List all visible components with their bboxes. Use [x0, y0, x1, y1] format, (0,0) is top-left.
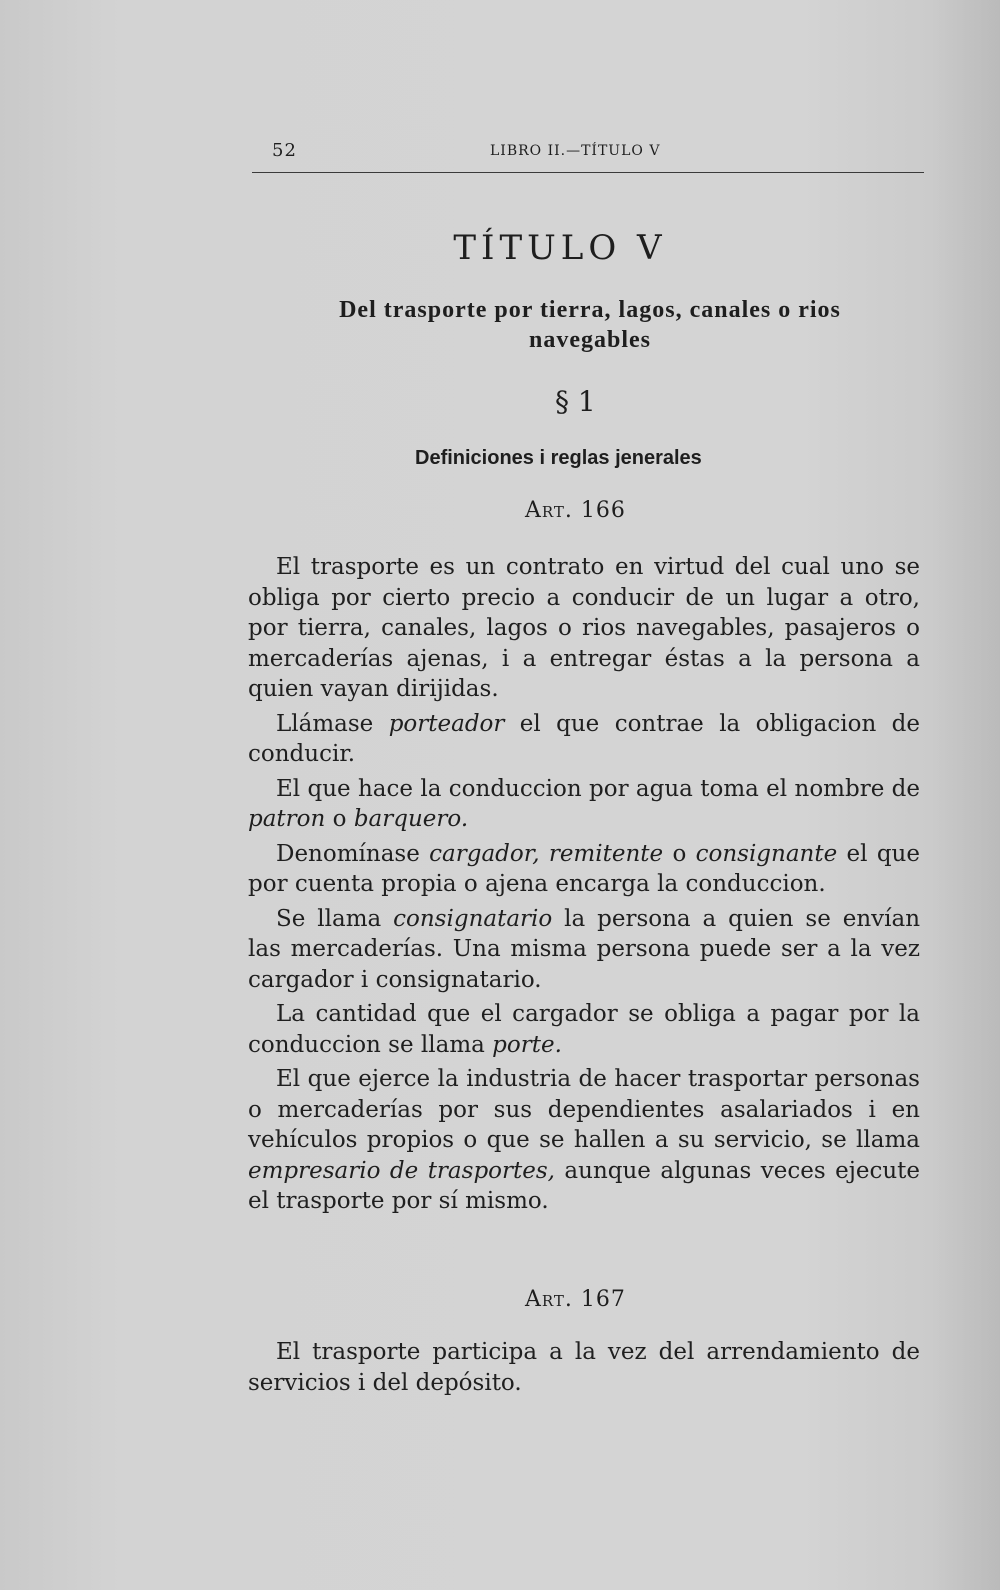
text-run: El trasporte participa a la vez del arrendamiento de servicios i del depósito.: [248, 1339, 920, 1396]
paragraph: [248, 999, 920, 1060]
article-167-text: [248, 1337, 920, 1402]
header-rule: [252, 172, 924, 173]
paragraph: [248, 774, 920, 835]
italic-term: consignatario: [393, 905, 553, 932]
article-label-prefix: A: [525, 1287, 542, 1312]
text-run: el que contrae la obligacion de conducir.: [248, 710, 921, 767]
italic-term: porteador: [388, 710, 505, 737]
page-number: 52: [272, 140, 297, 161]
italic-term: patron: [248, 806, 326, 832]
article-label-prefix: A: [525, 498, 542, 523]
text-run: Se llama: [276, 905, 394, 932]
italic-term: porte.: [492, 1031, 562, 1058]
italic-term: empresario de trasportes,: [248, 1157, 555, 1184]
text-run: el que por cuenta propia o ajena encarga la conduccion.: [248, 840, 920, 897]
text-run: El trasporte es un contrato en virtud del cual uno se obliga por cierto precio a conducir de un lugar a otro, por tierra, canales, lagos o rios navegables, pasajeros o mercaderías ajenas, i a entregar éstas a la persona a quien vayan dirijidas.: [248, 554, 920, 702]
running-title: LIBRO II.—TÍTULO V: [490, 143, 661, 159]
article-number: 167: [580, 1287, 626, 1312]
article-label-166: [525, 498, 626, 523]
text-run: Denomínase: [276, 840, 430, 867]
text-run: La cantidad que el cargador se obliga a pagar por la conduccion se llama: [248, 1001, 920, 1058]
italic-term: barquero.: [353, 806, 469, 832]
text-run: Llámase: [276, 710, 389, 737]
text-run: El que hace la conduccion por agua toma el nombre de: [276, 775, 920, 802]
text-run: la persona a quien se envían las mercaderías. Una misma persona puede ser a la vez cargador i consignatario.: [248, 905, 921, 993]
paragraph: [248, 839, 920, 900]
paragraph: [248, 1064, 920, 1217]
article-166-text: [248, 552, 920, 1221]
text-run: aunque algunas veces ejecute el trasporte por sí mismo.: [248, 1157, 920, 1214]
paragraph: [248, 1337, 920, 1398]
article-label-rest: rt.: [541, 1287, 573, 1312]
section-heading: Definiciones i reglas jenerales: [415, 447, 702, 469]
article-label-167: [525, 1287, 626, 1312]
italic-term: cargador, remitente: [429, 840, 664, 867]
section-mark: § 1: [555, 385, 596, 418]
paragraph: [248, 904, 920, 996]
article-label-rest: rt.: [541, 498, 573, 523]
text-run: El que ejerce la industria de hacer trasportar personas o mercaderías por sus dependientes asalariados i en vehículos propios o que se hallen a su servicio, se llama: [248, 1066, 920, 1153]
article-number: 166: [580, 498, 626, 523]
paragraph: [248, 552, 920, 705]
text-run: o: [325, 806, 354, 832]
chapter-title: TÍTULO V: [453, 228, 667, 268]
text-run: o: [663, 840, 696, 867]
chapter-subtitle: Del trasporte por tierra, lagos, canales o rios navegables: [339, 297, 841, 353]
paragraph: [248, 709, 920, 770]
italic-term: consignante: [695, 840, 838, 867]
running-head: [252, 140, 922, 170]
